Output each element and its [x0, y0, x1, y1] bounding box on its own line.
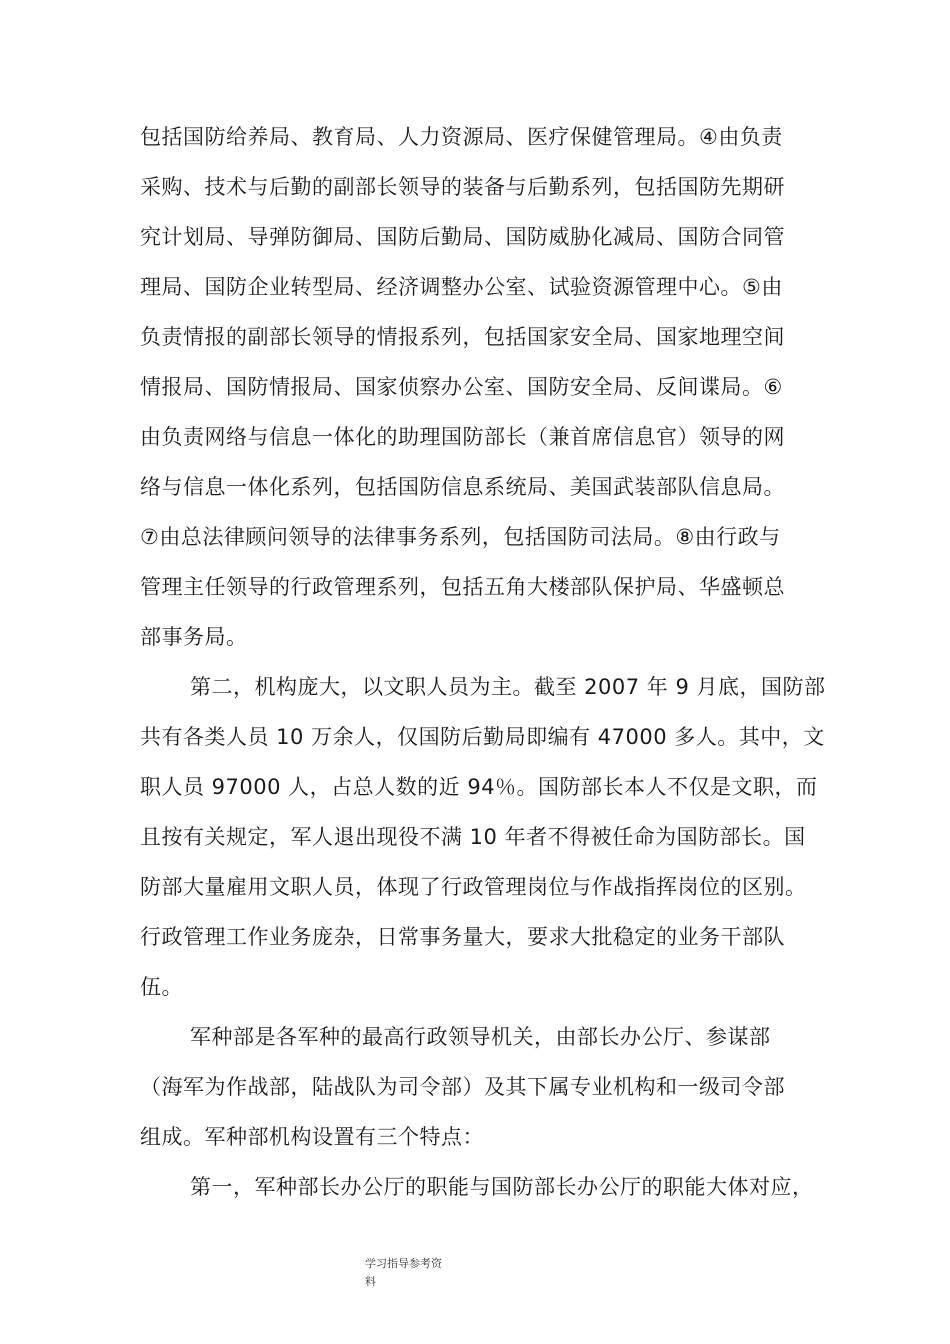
footer-line: 学习指导参考资 [365, 1257, 442, 1270]
text-line: 行政管理工作业务庞杂，日常事务量大，要求大批稳定的业务干部队 [140, 925, 785, 949]
text-line: 由负责网络与信息一体化的助理国防部长（兼首席信息官）领导的网 [140, 425, 785, 449]
document-body [140, 112, 826, 1212]
text-line: 防部大量雇用文职人员，体现了行政管理岗位与作战指挥岗位的区别。 [140, 875, 807, 899]
text-line: 络与信息一体化系列，包括国防信息系统局、美国武装部队信息局。 [140, 475, 785, 499]
text-line: 组成。军种部机构设置有三个特点： [140, 1125, 484, 1149]
text-line: 采购、技术与后勤的副部长领导的装备与后勤系列，包括国防先期研 [140, 175, 785, 199]
text-line: 究计划局、导弹防御局、国防后勤局、国防威胁化减局、国防合同管 [140, 225, 785, 249]
text-line: 负责情报的副部长领导的情报系列，包括国家安全局、国家地理空间 [140, 325, 785, 349]
text-line: 管理主任领导的行政管理系列，包括五角大楼部队保护局、华盛顿总 [140, 575, 785, 599]
text-line: 部事务局。 [140, 625, 248, 649]
text-line: 包括国防给养局、教育局、人力资源局、医疗保健管理局。④由负责 [140, 125, 783, 149]
text-line: 伍。 [140, 975, 183, 999]
paragraph-first-line: 第二，机构庞大，以文职人员为主。截至 2007 年 9 月底，国防部 [190, 675, 826, 699]
text-line: 职人员 97000 人，占总人数的近 94％。国防部长本人不仅是文职，而 [140, 775, 818, 799]
footer-line: 料 [365, 1275, 376, 1288]
text-line: 情报局、国防情报局、国家侦察办公室、国防安全局、反间谍局。⑥ [140, 375, 783, 399]
text-line: 理局、国防企业转型局、经济调整办公室、试验资源管理中心。⑤由 [140, 275, 783, 299]
paragraph-first-line: 第一，军种部长办公厅的职能与国防部长办公厅的职能大体对应， [190, 1175, 814, 1199]
text-line: 共有各类人员 10 万余人，仅国防后勤局即编有 47000 多人。其中，文 [140, 725, 825, 749]
page-footer [365, 1255, 485, 1291]
text-line: （海军为作战部，陆战队为司令部）及其下属专业机构和一级司令部 [140, 1075, 785, 1099]
paragraph-first-line: 军种部是各军种的最高行政领导机关，由部长办公厅、参谋部 [190, 1025, 771, 1049]
text-line: ⑦由总法律顾问领导的法律事务系列，包括国防司法局。⑧由行政与 [140, 525, 781, 549]
text-line: 且按有关规定，军人退出现役不满 10 年者不得被任命为国防部长。国 [140, 825, 806, 849]
